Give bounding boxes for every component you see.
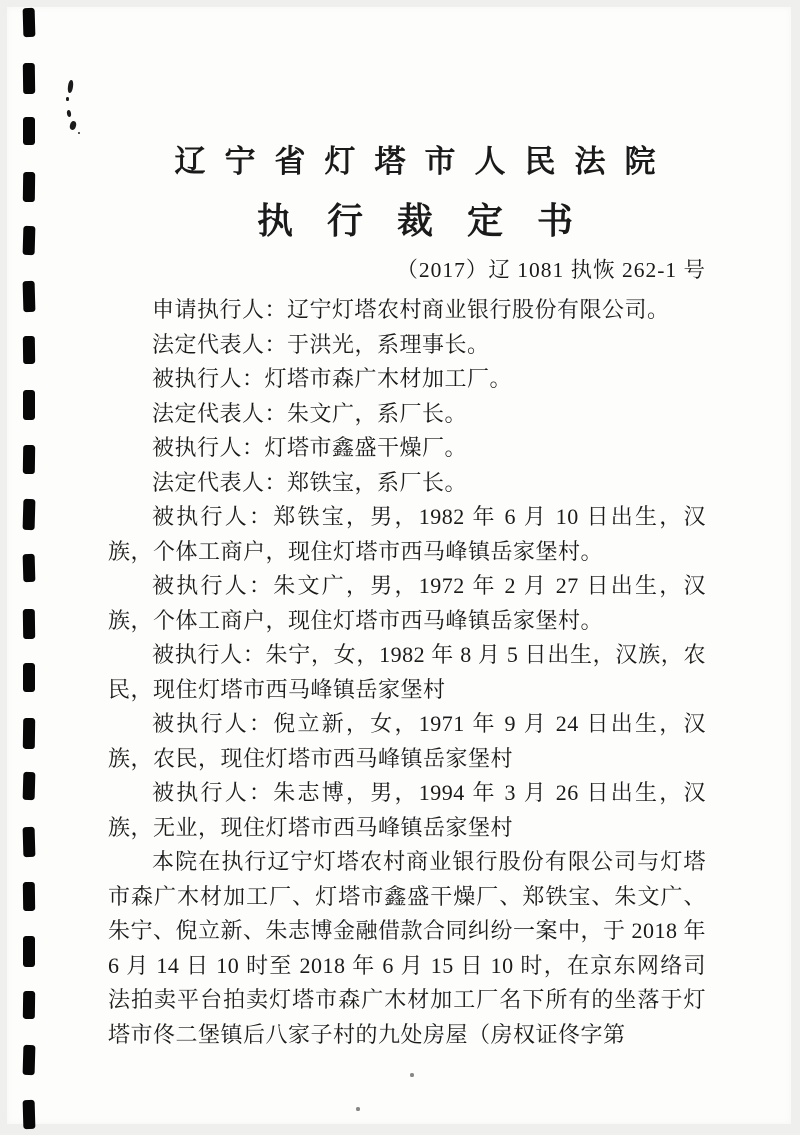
binding-hole <box>23 936 35 967</box>
body-paragraph-respondent-7: 被执行人：朱志博，男，1994 年 3 月 26 日出生，汉族，无业，现住灯塔市西马峰镇岳家堡村 <box>108 780 706 840</box>
binding-hole <box>23 172 35 202</box>
binding-hole <box>23 117 35 145</box>
binding-hole <box>23 390 35 420</box>
binding-hole <box>23 718 35 749</box>
binding-hole <box>23 554 36 582</box>
binding-hole <box>23 1045 36 1075</box>
binding-hole <box>23 882 35 911</box>
binding-hole <box>23 8 36 37</box>
body-paragraph-case-summary: 本院在执行辽宁灯塔农村商业银行股份有限公司与灯塔市森广木材加工厂、灯塔市鑫盛干燥厂、郑铁宝、朱文广、朱宁、倪立新、朱志博金融借款合同纠纷一案中，于 2018 年 6 月 14 日 10 时至 2018 年 6 月 15 日 10 时，在京东网络司法拍卖平台拍卖灯塔市森广木材加工厂名下所有的坐落于灯塔市佟二堡镇后八家子村的九处房屋（房权证佟字第 <box>108 849 707 1047</box>
binding-hole <box>23 63 35 94</box>
court-name: 辽宁省灯塔市人民法院 <box>174 144 675 179</box>
body-paragraph-respondent-6: 被执行人：倪立新，女，1971 年 9 月 24 日出生，汉族，农民，现住灯塔市西马峰镇岳家堡村 <box>108 711 706 771</box>
document-content <box>108 142 706 1052</box>
body-paragraph-legal-rep-1: 法定代表人：于洪光，系理事长。 <box>152 331 490 357</box>
binding-hole <box>23 772 36 800</box>
case-number: （2017）辽 1081 执恢 262-1 号 <box>396 258 706 282</box>
document-body <box>108 293 706 1052</box>
binding-hole <box>23 499 36 530</box>
body-paragraph-respondent-4: 被执行人：朱文广，男，1972 年 2 月 27 日出生，汉族，个体工商户，现住灯塔市西马峰镇岳家堡村。 <box>108 573 706 633</box>
body-paragraph-respondent-2: 被执行人：灯塔市鑫盛干燥厂。 <box>152 435 468 460</box>
binding-hole <box>23 1100 36 1129</box>
binding-hole <box>23 445 35 474</box>
binding-hole <box>23 827 36 857</box>
body-paragraph-legal-rep-3: 法定代表人：郑铁宝，系厂长。 <box>152 469 468 495</box>
body-paragraph-legal-rep-2: 法定代表人：朱文广，系厂长。 <box>152 400 468 426</box>
binding-holes <box>0 0 60 1135</box>
scan-speck <box>66 97 69 101</box>
body-paragraph-respondent-1: 被执行人：灯塔市森广木材加工厂。 <box>152 366 513 391</box>
binding-hole <box>23 609 35 639</box>
body-paragraph-respondent-3: 被执行人：郑铁宝，男，1982 年 6 月 10 日出生，汉族，个体工商户，现住灯塔市西马峰镇岳家堡村。 <box>108 504 706 564</box>
document-title: 执行裁定书 <box>256 200 607 241</box>
scan-speck <box>410 1073 414 1077</box>
binding-hole <box>23 336 35 364</box>
body-paragraph-respondent-5: 被执行人：朱宁，女，1982 年 8 月 5 日出生，汉族，农民，现住灯塔市西马峰镇岳家堡村 <box>108 642 706 702</box>
binding-hole <box>23 663 35 692</box>
binding-hole <box>23 991 35 1019</box>
binding-hole <box>23 281 36 312</box>
binding-hole <box>23 226 36 255</box>
scan-speck <box>356 1107 360 1111</box>
scan-speck <box>78 132 80 134</box>
body-paragraph-applicant: 申请执行人：辽宁灯塔农村商业银行股份有限公司。 <box>152 297 670 322</box>
